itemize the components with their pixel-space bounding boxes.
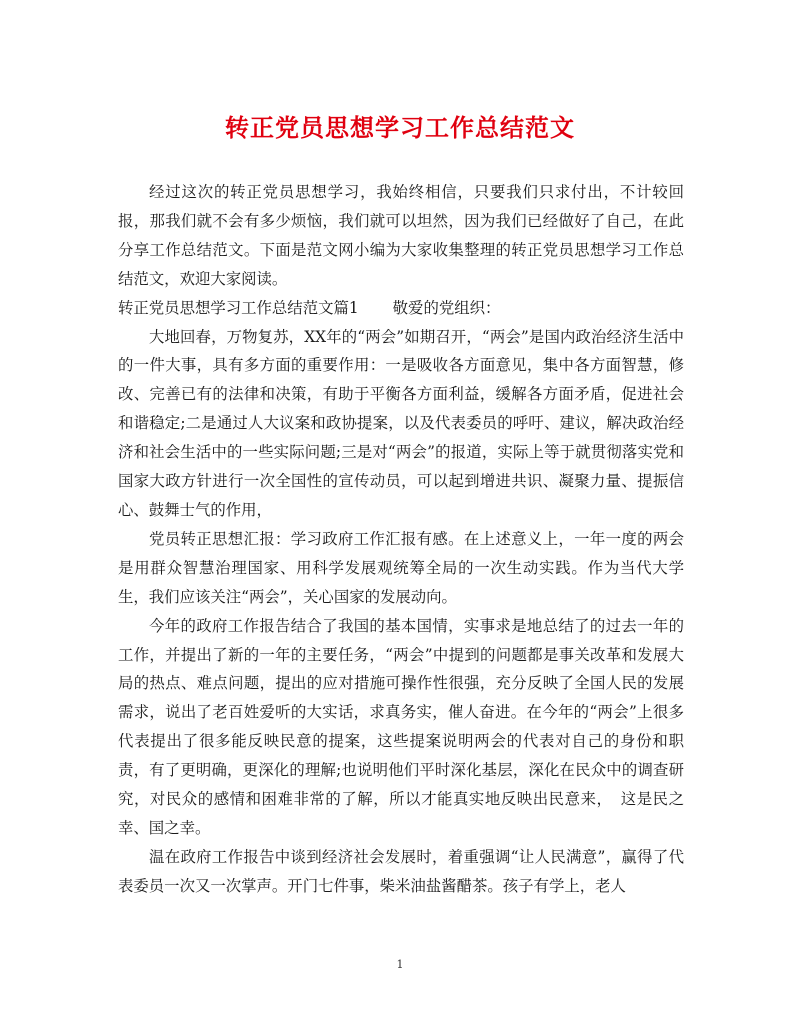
body-paragraph: 大地回春，万物复苏，XX年的“两会”如期召开，“两会”是国内政治经济生活中的一件大事，具有多方面的重要作用：一是吸收各方面意见，集中各方面智慧，修改、完善已有的法律和决策，有助于平衡各方面利益，缓解各方面矛盾，促进社会和谐稳定;二是通过人大议案和政协提案，以及代表委员的呼吁、建议，解决政治经济和社会生活中的一些实际问题;三是对“两会”的报道，实际上等于就贯彻落实党和国家大政方针进行一次全国性的宣传动员，可以起到增进共识、凝聚力量、提振信心、鼓舞士气的作用，: [118, 327, 684, 519]
section-heading: 转正党员思想学习工作总结范文篇1: [118, 298, 359, 317]
document-body: [118, 178, 684, 901]
body-paragraph: 温在政府工作报告中谈到经济社会发展时，着重强调“让人民满意”，赢得了代表委员一次又一次掌声。开门七件事，柴米油盐酱醋茶。孩子有学上，老人: [118, 847, 684, 895]
body-paragraph: 今年的政府工作报告结合了我国的基本国情，实事求是地总结了的过去一年的工作，并提出了新的一年的主要任务，“两会”中提到的问题都是事关改革和发展大局的热点、难点问题，提出的应对措施可操作性很强，充分反映了全国人民的发展需求，说出了老百姓爱听的大实话，求真务实，催人奋进。在今年的“两会”上很多代表提出了很多能反映民意的提案，这些提案说明两会的代表对自己的身份和职责，有了更明确，更深化的理解;也说明他们平时深化基层，深化在民众中的调查研究，对民众的感情和困难非常的了解，所以才能真实地反映出民意来， 这是民之幸、国之幸。: [118, 616, 684, 837]
section-heading-line: [118, 294, 684, 323]
document-title: 转正党员思想学习工作总结范文: [225, 113, 575, 142]
page-number: 1: [396, 958, 404, 971]
salutation: 敬爱的党组织：: [392, 298, 501, 317]
intro-paragraph: 经过这次的转正党员思想学习，我始终相信，只要我们只求付出，不计较回报，那我们就不会有多少烦恼，我们就可以坦然，因为我们已经做好了自己，在此分享工作总结范文。下面是范文网小编为大家收集整理的转正党员思想学习工作总结范文，欢迎大家阅读。: [118, 183, 684, 288]
body-paragraph: 党员转正思想汇报：学习政府工作汇报有感。在上述意义上，一年一度的两会是用群众智慧治理国家、用科学发展观统筹全局的一次生动实践。作为当代大学生，我们应该关注“两会”，关心国家的发展动向。: [118, 529, 684, 606]
